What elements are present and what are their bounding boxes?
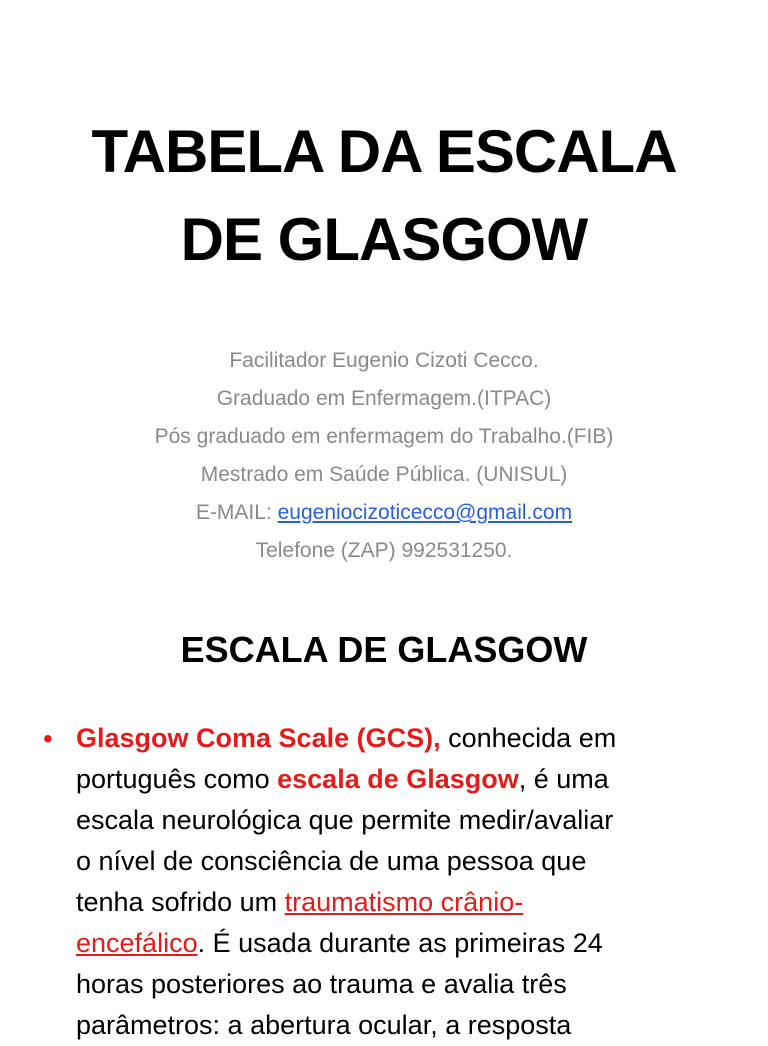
email-line (0, 494, 768, 532)
title-line-1: TABELA DA ESCALA (91, 118, 677, 185)
gcs-term: Glasgow Coma Scale (GCS), (76, 723, 441, 753)
glasgow-term: escala de Glasgow (277, 764, 519, 794)
author-info (0, 342, 768, 570)
trauma-link[interactable]: traumatismo crânio- (284, 887, 524, 917)
masters-line: Mestrado em Saúde Pública. (UNISUL) (200, 463, 568, 486)
bullet-line-5 (76, 882, 721, 923)
bullet-line-1 (76, 718, 721, 759)
author-line: Facilitador Eugenio Cizoti Cecco. (229, 349, 539, 372)
bullet-line-5-start: tenha sofrido um (76, 887, 285, 917)
title-line-2: DE GLASGOW (180, 206, 588, 273)
bullet-line-4: o nível de consciência de uma pessoa que (76, 846, 587, 876)
bullet-line-2-start: português como (76, 764, 278, 794)
email-label: E-MAIL: (195, 501, 278, 524)
bullet-line-8: parâmetros: a abertura ocular, a resposta (76, 1010, 572, 1040)
bullet-line-3: escala neurológica que permite medir/avaliar (76, 805, 614, 835)
degree-line: Graduado em Enfermagem.(ITPAC) (216, 387, 552, 410)
email-link[interactable]: eugeniocizoticecco@gmail.com (277, 501, 573, 524)
phone-line: Telefone (ZAP) 992531250. (255, 539, 513, 562)
section-title: ESCALA DE GLASGOW (180, 629, 588, 670)
bullet-line-6-end: . É usada durante as primeiras 24 (197, 928, 603, 958)
bullet-line-2-end: , é uma (518, 764, 609, 794)
page-title (0, 108, 768, 284)
bullet-line-1-rest: conhecida em (440, 723, 617, 753)
postgrad-line: Pós graduado em enfermagem do Trabalho.(FIB) (154, 425, 614, 448)
trauma-link-cont[interactable]: encefálico (76, 928, 198, 958)
bullet-line-7: horas posteriores ao trauma e avalia três (76, 969, 567, 999)
bullet-line-2 (76, 759, 721, 800)
bullet-text (76, 718, 721, 1046)
bullet-line-6 (76, 923, 721, 964)
bullet-icon: • (43, 723, 53, 754)
